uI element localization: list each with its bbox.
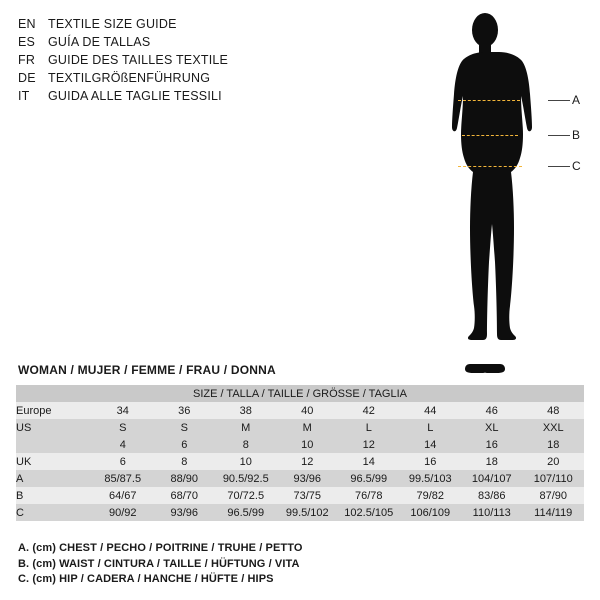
cell: 18 [523, 436, 585, 453]
cell: 14 [400, 436, 462, 453]
footnote-b: B. (cm) WAIST / CINTURA / TAILLE / HÜFTUNG / VITA [18, 557, 300, 570]
language-title: GUIDA ALLE TAGLIE TESSILI [48, 89, 222, 103]
table-row [16, 419, 584, 436]
cell: 99.5/103 [400, 470, 462, 487]
cell: 12 [277, 453, 339, 470]
language-title: TEXTILGRÖßENFÜHRUNG [48, 71, 211, 85]
cell: 88/90 [154, 470, 216, 487]
table-header-row [16, 385, 584, 402]
cell: 114/119 [523, 504, 585, 521]
language-row [18, 34, 348, 51]
section-title-woman: WOMAN / MUJER / FEMME / FRAU / DONNA [18, 363, 276, 377]
cell: 93/96 [277, 470, 339, 487]
table-row [16, 470, 584, 487]
measure-label-c: C [572, 159, 581, 173]
cell: 16 [461, 436, 523, 453]
cell: 83/86 [461, 487, 523, 504]
cell: 10 [215, 453, 277, 470]
cell: 14 [338, 453, 400, 470]
measure-leader-chest [548, 100, 570, 101]
cell: 68/70 [154, 487, 216, 504]
language-code: FR [18, 53, 36, 67]
table-row [16, 504, 584, 521]
cell: 99.5/102 [277, 504, 339, 521]
row-label: C [16, 504, 92, 521]
cell: 20 [523, 453, 585, 470]
measure-label-b: B [572, 128, 581, 142]
measure-leader-waist [548, 135, 570, 136]
cell: 48 [523, 402, 585, 419]
cell: 104/107 [461, 470, 523, 487]
cell: 70/72.5 [215, 487, 277, 504]
cell: 79/82 [400, 487, 462, 504]
language-code: ES [18, 35, 36, 49]
cell: 96.5/99 [338, 470, 400, 487]
cell: 34 [92, 402, 154, 419]
cell: 8 [154, 453, 216, 470]
size-table [16, 385, 584, 521]
body-figure-diagram [400, 8, 590, 376]
cell: 64/67 [92, 487, 154, 504]
table-row [16, 402, 584, 419]
table-row [16, 487, 584, 504]
row-label: B [16, 487, 92, 504]
cell: 6 [92, 453, 154, 470]
language-row [18, 52, 348, 69]
cell: 96.5/99 [215, 504, 277, 521]
row-label [16, 436, 92, 453]
measure-label-a: A [572, 93, 581, 107]
row-label: US [16, 419, 92, 436]
cell: 16 [400, 453, 462, 470]
language-header-block [18, 16, 348, 106]
cell: 10 [277, 436, 339, 453]
table-header-label: SIZE / TALLA / TAILLE / GRÖSSE / TAGLIA [16, 385, 584, 402]
cell: M [215, 419, 277, 436]
table-row [16, 436, 584, 453]
cell: 106/109 [400, 504, 462, 521]
cell: S [92, 419, 154, 436]
cell: 6 [154, 436, 216, 453]
table-row [16, 453, 584, 470]
cell: 76/78 [338, 487, 400, 504]
cell: 110/113 [461, 504, 523, 521]
row-label: A [16, 470, 92, 487]
cell: 12 [338, 436, 400, 453]
cell: 18 [461, 453, 523, 470]
measure-guide-hip [458, 166, 522, 167]
cell: 102.5/105 [338, 504, 400, 521]
footnote-a: A. (cm) CHEST / PECHO / POITRINE / TRUHE / PETTO [18, 542, 303, 554]
footnote-c: C. (cm) HIP / CADERA / HANCHE / HÜFTE / HIPS [18, 573, 274, 585]
language-row [18, 70, 348, 87]
language-row [18, 16, 348, 33]
cell: 46 [461, 402, 523, 419]
cell: 40 [277, 402, 339, 419]
cell: L [338, 419, 400, 436]
cell: 87/90 [523, 487, 585, 504]
cell: 8 [215, 436, 277, 453]
cell: 107/110 [523, 470, 585, 487]
language-code: EN [18, 17, 36, 31]
language-title: TEXTILE SIZE GUIDE [48, 17, 177, 31]
language-title: GUIDE DES TAILLES TEXTILE [48, 53, 229, 67]
measure-guide-chest [458, 100, 520, 101]
cell: 73/75 [277, 487, 339, 504]
cell: 90.5/92.5 [215, 470, 277, 487]
measure-guide-waist [462, 135, 518, 136]
cell: 85/87.5 [92, 470, 154, 487]
cell: 38 [215, 402, 277, 419]
female-silhouette-icon [400, 8, 590, 376]
cell: 44 [400, 402, 462, 419]
language-code: DE [18, 71, 36, 85]
language-row [18, 88, 348, 105]
cell: 4 [92, 436, 154, 453]
cell: L [400, 419, 462, 436]
cell: S [154, 419, 216, 436]
footnotes-block [18, 541, 578, 588]
language-title: GUÍA DE TALLAS [48, 35, 151, 49]
language-code: IT [18, 89, 30, 103]
cell: XL [461, 419, 523, 436]
cell: 90/92 [92, 504, 154, 521]
cell: 42 [338, 402, 400, 419]
row-label: Europe [16, 402, 92, 419]
cell: 93/96 [154, 504, 216, 521]
cell: 36 [154, 402, 216, 419]
row-label: UK [16, 453, 92, 470]
cell: M [277, 419, 339, 436]
cell: XXL [523, 419, 585, 436]
measure-leader-hip [548, 166, 570, 167]
